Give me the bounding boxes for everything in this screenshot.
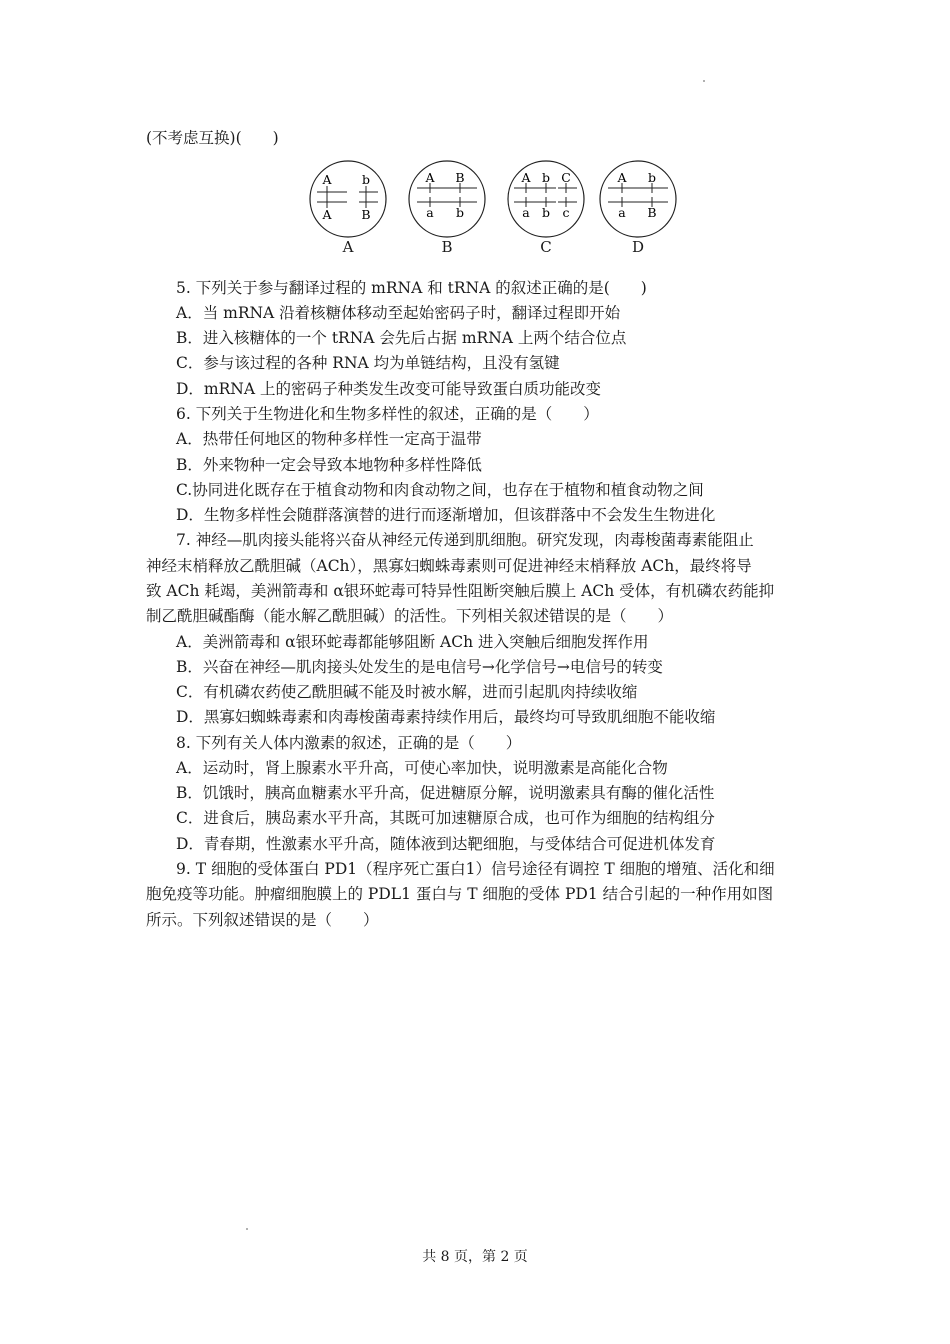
- scan-dot: [246, 1228, 248, 1230]
- q6-option-a: A．热带任何地区的物种多样性一定高于温带: [176, 430, 482, 448]
- q7-stem-line: 神经末梢释放乙酰胆碱（ACh），黑寡妇蜘蛛毒素则可促进神经末梢释放 ACh，最终将导: [146, 557, 752, 575]
- allele: a: [522, 205, 530, 220]
- q7-stem-line: 制乙酰胆碱酯酶（能水解乙酰胆碱）的活性。下列相关叙述错误的是（ ）: [146, 607, 674, 625]
- q7-option-b: B．兴奋在神经—肌肉接头处发生的是电信号→化学信号→电信号的转变: [176, 658, 663, 676]
- q8-option-c: C．进食后，胰岛素水平升高，其既可加速糖原合成，也可作为细胞的结构组分: [176, 809, 715, 827]
- allele: b: [455, 205, 465, 220]
- allele: A: [425, 170, 435, 185]
- figure-label-d: D: [631, 238, 645, 256]
- q7-stem-line: 致 ACh 耗竭，美洲箭毒和 α银环蛇毒可特异性阻断突触后膜上 ACh 受体，有机磷农药能抑: [146, 582, 775, 600]
- q5-option-c: C．参与该过程的各种 RNA 均为单链结构，且没有氢键: [176, 354, 560, 372]
- allele: B: [455, 170, 465, 185]
- q6-stem: 6. 下列关于生物进化和生物多样性的叙述，正确的是（ ）: [176, 405, 599, 423]
- allele: b: [541, 170, 551, 185]
- allele: b: [541, 205, 551, 220]
- allele: c: [562, 205, 570, 220]
- figure-label-b: B: [441, 238, 453, 256]
- circle-d: [600, 161, 676, 237]
- q5-option-a: A．当 mRNA 沿着核糖体移动至起始密码子时，翻译过程即开始: [176, 304, 621, 322]
- circle-c: [508, 161, 584, 237]
- q6-option-b: B．外来物种一定会导致本地物种多样性降低: [176, 456, 482, 474]
- q9-stem-line: 胞免疫等功能。肿瘤细胞膜上的 PDL1 蛋白与 T 细胞的受体 PD1 结合引起的一种作用如图: [146, 885, 774, 903]
- page-footer: 共 8 页，第 2 页: [422, 1249, 528, 1265]
- circle-b: [409, 161, 485, 237]
- q7-option-a: A．美洲箭毒和 α银环蛇毒都能够阻断 ACh 进入突触后细胞发挥作用: [176, 633, 649, 651]
- q7-option-c: C．有机磷农药使乙酰胆碱不能及时被水解，进而引起肌肉持续收缩: [176, 683, 638, 701]
- q9-stem-line: 所示。下列叙述错误的是（ ）: [146, 911, 379, 929]
- q8-stem: 8. 下列有关人体内激素的叙述，正确的是（ ）: [176, 734, 522, 752]
- intro-line: (不考虑互换)( ): [146, 129, 279, 147]
- allele: A: [322, 172, 332, 187]
- allele: B: [647, 205, 657, 220]
- q7-stem-line: 7. 神经—肌肉接头能将兴奋从神经元传递到肌细胞。研究发现，肉毒梭菌毒素能阻止: [176, 531, 754, 549]
- allele: b: [361, 172, 371, 187]
- q7-option-d: D．黑寡妇蜘蛛毒素和肉毒梭菌毒素持续作用后，最终均可导致肌细胞不能收缩: [176, 708, 716, 726]
- q5-option-d: D．mRNA 上的密码子种类发生改变可能导致蛋白质功能改变: [176, 380, 601, 398]
- figure-label-c: C: [540, 238, 552, 256]
- q9-stem-line: 9. T 细胞的受体蛋白 PD1（程序死亡蛋白1）信号途径有调控 T 细胞的增殖、活化和细: [176, 860, 775, 878]
- q6-option-d: D．生物多样性会随群落演替的进行而逐渐增加，但该群落中不会发生生物进化: [176, 506, 716, 524]
- allele: B: [361, 207, 371, 222]
- q5-option-b: B．进入核糖体的一个 tRNA 会先后占据 mRNA 上两个结合位点: [176, 329, 627, 347]
- allele: b: [647, 170, 657, 185]
- q6-option-c: C.协同进化既存在于植食动物和肉食动物之间，也存在于植物和植食动物之间: [176, 481, 704, 499]
- q8-option-b: B．饥饿时，胰高血糖素水平升高，促进糖原分解，说明激素具有酶的催化活性: [176, 784, 715, 802]
- allele: A: [617, 170, 627, 185]
- allele: a: [618, 205, 626, 220]
- scan-dot: [703, 80, 705, 82]
- allele: C: [561, 170, 571, 185]
- q5-stem: 5. 下列关于参与翻译过程的 mRNA 和 tRNA 的叙述正确的是( ): [176, 279, 647, 297]
- q8-option-d: D．青春期，性激素水平升高，随体液到达靶细胞，与受体结合可促进机体发育: [176, 835, 716, 853]
- allele: A: [521, 170, 531, 185]
- allele: a: [426, 205, 434, 220]
- q8-option-a: A．运动时，肾上腺素水平升高，可使心率加快，说明激素是高能化合物: [176, 759, 668, 777]
- allele: A: [322, 207, 332, 222]
- circle-a: [310, 161, 386, 237]
- figure-label-a: A: [342, 238, 354, 256]
